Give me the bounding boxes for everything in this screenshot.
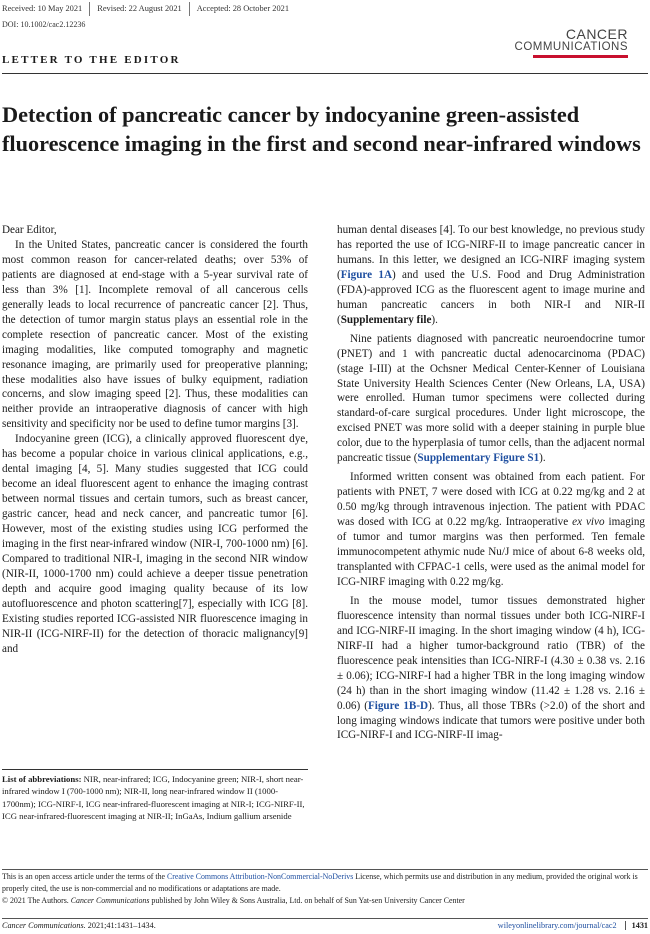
text-run: ) and used the U.S. Food and Drug Administration (FDA)-approved ICG as the fluorescent agent to image murine and human pancreatic cancers in both NIR-I and NIR-II (: [337, 268, 645, 326]
right-paragraph-0: [337, 223, 645, 328]
text-run: human dental diseases [4]. To our best knowledge, no previous study has reported the use of ICG-NIRF-II to image pancreatic cancer in humans. In this letter, we designed an ICG-NIRF imaging system (: [337, 224, 645, 281]
license-rule: [2, 869, 648, 870]
header-rule: [2, 73, 648, 74]
abbreviations-text: NIR, near-infrared; ICG, Indocyanine green; NIR-I, short near-infrared window I (700-1000 nm); NIR-II, long near-infrared window II (1000-1700nm); ICG-NIRF-I, ICG near-infrared-fluorescent imaging at NIR-I; ICG-NIRF-II, ICG near-infrared-fluorescent imaging at NIR-II; InGaAs, Indium gallium arsenide: [2, 774, 305, 822]
accepted-date: Accepted: 28 October 2021: [196, 4, 290, 13]
text-run: In the mouse model, tumor tissues demonstrated higher fluorescence intensity than normal tissues under both ICG-NIRF-I and ICG-NIRF-II imaging. In the short imaging window (4 h), ICG-NIRF-II had a higher tumor-background ratio (TBR) of the fluorescence peak intensities than ICG-NIRF-I (4.30 ± 0.38 vs. 2.16 ± 0.06); ICG-NIRF-I had a higher TBR in the long imaging window (24 h) than in the short imaging window (11.42 ± 1.28 vs. 2.16 ± 0.06) (: [337, 594, 645, 712]
left-column: [2, 223, 308, 657]
section-heading: LETTER TO THE EDITOR: [2, 54, 181, 66]
text-run: imaging of tumor and tumor margins was then performed. Ten female immunocompetent athymic nude Nu/J mice of about 6-8 weeks old, transplanted with CFPAC-1 cells, were used as the animal model for ICG-NIRF imaging with 0.22 mg/kg.: [337, 516, 646, 588]
revised-date: Revised: 22 August 2021: [90, 2, 189, 16]
footer-rule: [2, 918, 648, 919]
received-date: Received: 10 May 2021: [2, 2, 90, 16]
footer-volume: 2021;41:1431–1434.: [85, 921, 156, 930]
logo-line-2: COMMUNICATIONS: [514, 41, 628, 53]
text-run: License, which permits use and distribution in any medium, provided the original work is properly cited, the use is non-commercial and no modifications or adaptations are made.: [2, 872, 638, 893]
article-dates: [2, 2, 648, 16]
doi[interactable]: DOI: 10.1002/cac2.12236: [2, 20, 86, 29]
abbreviations-rule: [2, 769, 308, 770]
page-number: 1431: [625, 921, 648, 930]
abbreviations-label: List of abbreviations:: [2, 774, 82, 784]
salutation: Dear Editor,: [2, 224, 57, 236]
ex-vivo-italic: ex vivo: [572, 516, 605, 529]
figure-1b-d-link[interactable]: Figure 1B-D: [367, 699, 429, 712]
journal-logo: [515, 28, 628, 58]
abbreviations-list: [2, 773, 308, 823]
figure-1a-link[interactable]: Figure 1A: [340, 268, 393, 281]
footer-journal: Cancer Communications.: [2, 921, 86, 930]
supplementary-figure-link[interactable]: Supplementary Figure S1: [417, 452, 540, 465]
text-run: ).: [431, 313, 438, 326]
journal-name-italic: Cancer Communications: [70, 895, 150, 905]
license-text: [2, 871, 648, 906]
cc-license-link[interactable]: Creative Commons Attribution-NonCommercial-NoDerivs: [167, 872, 354, 881]
article-title: Detection of pancreatic cancer by indocyanine green-assisted fluorescence imaging in the first and second near-infrared windows: [2, 102, 641, 156]
left-paragraph-2: Indocyanine green (ICG), a clinically approved fluorescent dye, has become a popular choice in various clinical applications, e.g., dental imaging [4, 5]. Many studies suggested that ICG could become an ideal fluorescent agent to enhance the imaging contrast between normal tissues and certain tumors, such as breast cancer, gastric cancer, head and neck cancer, and pancreatic tumor [6]. However, most of the existing studies using ICG performed the imaging in the first near-infrared window (NIR-I, 700-1000 nm) [6]. Compared to traditional NIR-I, imaging in the second NIR window (NIR-II, 1000-1700 nm) could achieve a deeper tissue penetration depth and acquire good imaging quality because of its low autofluorescence and photon scattering[7], especially with ICG [8]. Existing studies reported ICG-assisted NIR fluorescence imaging in NIR-II (ICG-NIRF-II) for the detection of thoracic malignancy[9] and: [2, 433, 308, 655]
text-run: Nine patients diagnosed with pancreatic neuroendocrine tumor (PNET) and 1 with pancreatic ductal adenocarcinoma (PDAC) (stage I-III) at the Ochsner Medical Center-Kenner of Louisiana State University Health Sciences Center (New Orleans, LA, USA) were enrolled. Human tumor specimens were collected during standard-of-care surgical procedures. Under light microscope, the excised PNET was more solid with a deeper staining in purple blue color, due to the hyperplasia of tumor cells, than the adjacent normal pancreatic tissue (: [337, 332, 645, 465]
text-run: published by John Wiley & Sons Australia, Ltd. on behalf of Sun Yat-sen University Cancer Center: [149, 895, 465, 905]
logo-line-1: CANCER: [565, 26, 628, 42]
text-run: ). Thus, all those TBRs (>2.0) of the short and long imaging windows indicate that tumors were positive under both ICG-NIRF-I and ICG-NIRF-II imag-: [337, 699, 646, 742]
journal-url-link[interactable]: wileyonlinelibrary.com/journal/cac2: [497, 921, 617, 930]
right-paragraph-3: [337, 594, 645, 744]
text-run: Informed written consent was obtained from each patient. For patients with PNET, 7 were dosed with ICG at 0.22 mg/kg and 2 at 0.50 mg/kg through intravenous injection. The patient with PDAC was dosed with ICG at 0.22 mg/kg. Intraoperative: [337, 471, 645, 529]
supplementary-file-label: Supplementary file: [340, 313, 432, 326]
right-paragraph-1: [337, 332, 645, 467]
text-run: ).: [539, 452, 546, 465]
text-run: © 2021 The Authors.: [2, 895, 71, 905]
right-column: [337, 223, 645, 743]
footer-citation: [2, 921, 156, 930]
right-paragraph-2: [337, 470, 645, 590]
text-run: This is an open access article under the terms of the: [2, 872, 167, 881]
logo-bar: [533, 55, 628, 58]
left-paragraph-1: In the United States, pancreatic cancer is considered the fourth most common reason for cancer-related deaths; over 53% of patients are diagnosed at end-stage with a 5-year survival rate of less than 3% [1]. Incomplete removal of all cancerous cells generally leads to local recurrence of pancreatic cancer [2]. Thus, the detection of tumor margin status plays an essential role in the complete resection of pancreatic cancer. Most of the existing imaging modalities, like computed tomography and magnetic resonance imaging, are primarily used for preoperative planning; these modalities also have issues of bulky equipment, radiation concerns, and slow imaging speed [2]. Thus, these modalities can neither provide an intraoperative diagnosis of cancer with high sensitivity and specificity nor be used to define tumor margins [3].: [2, 238, 308, 431]
page-footer: [2, 921, 648, 930]
